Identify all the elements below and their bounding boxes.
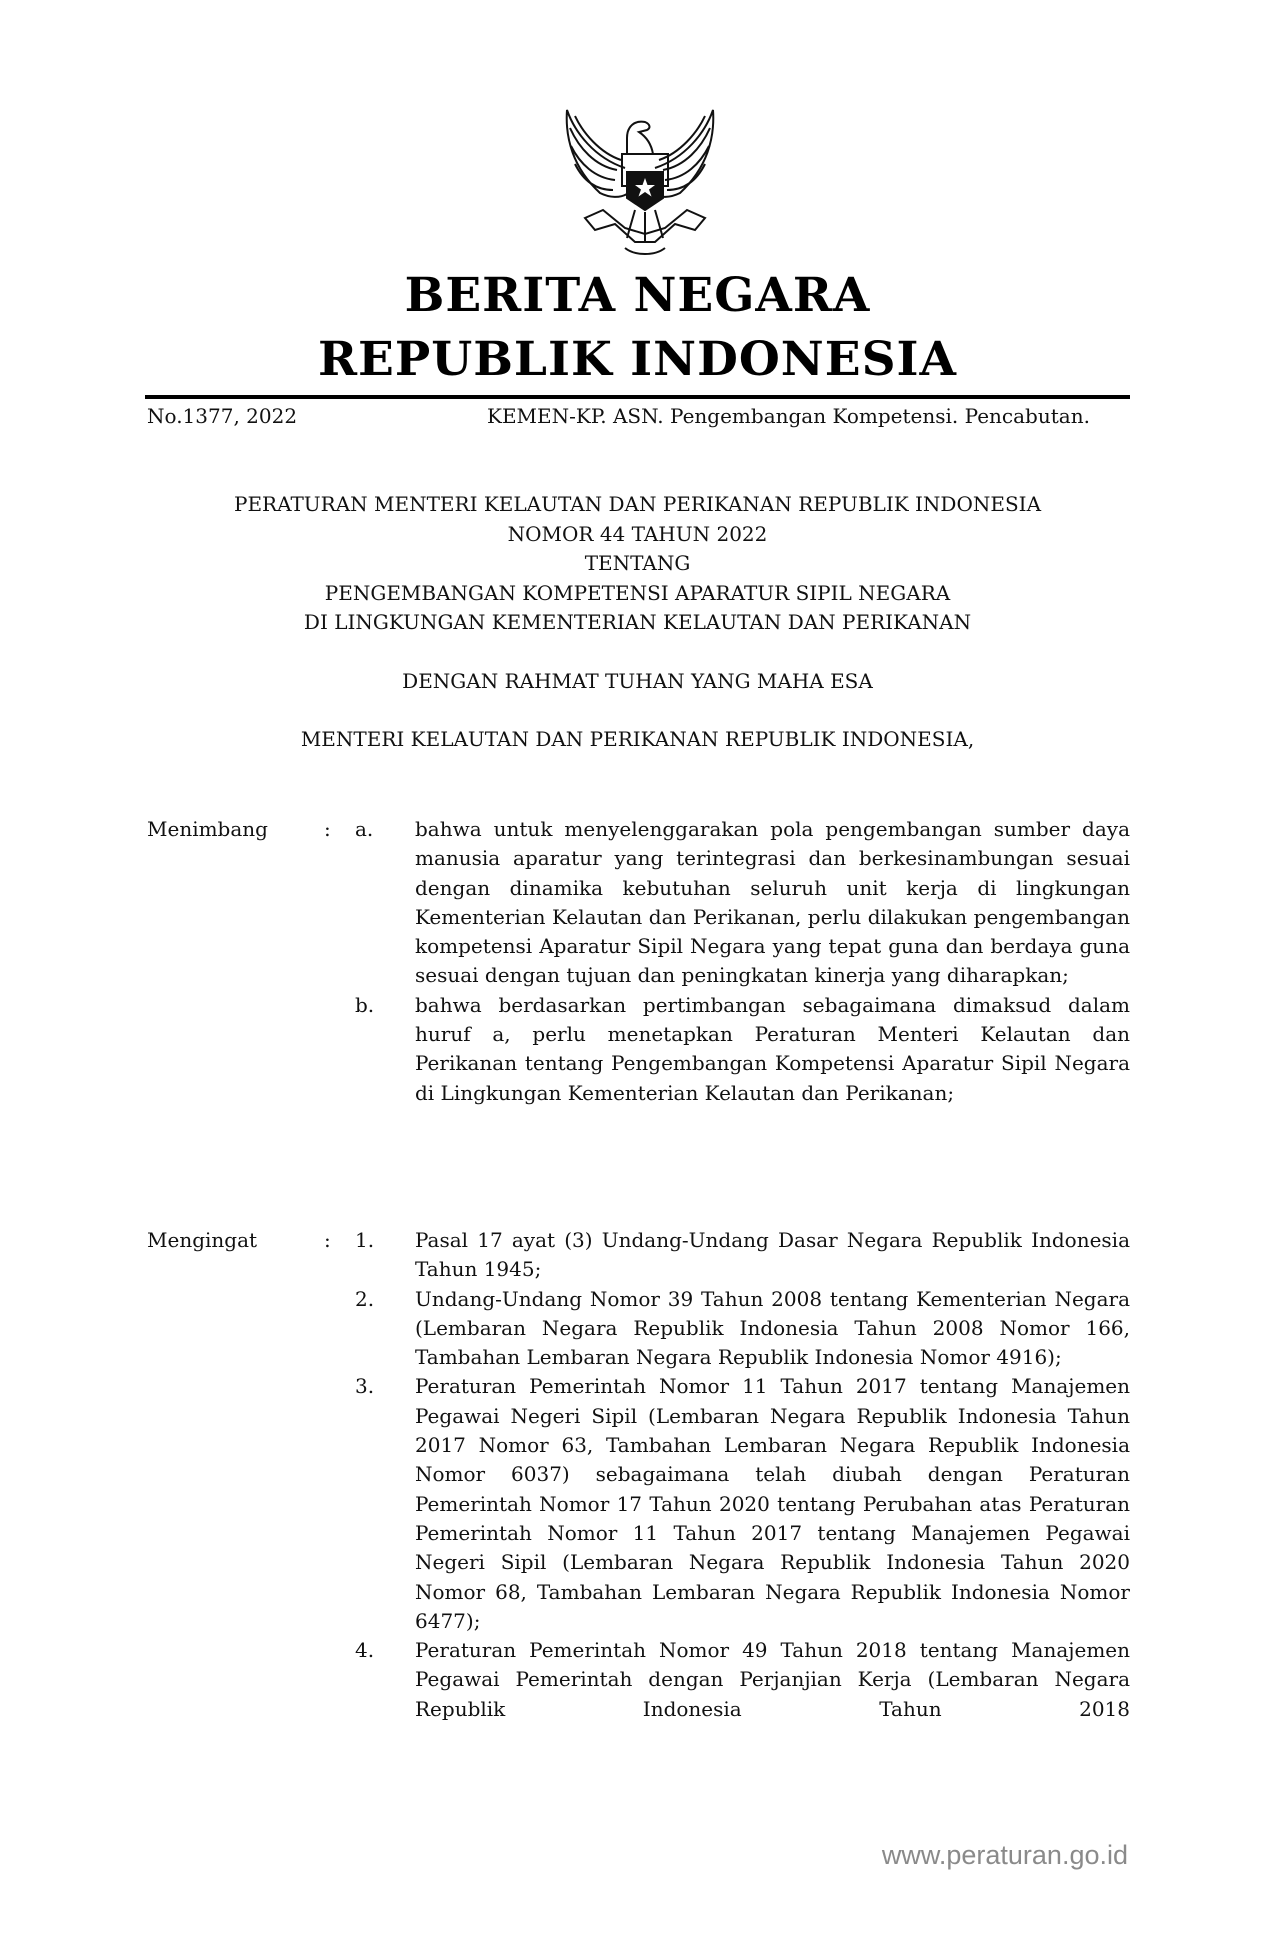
item-marker: b. [355,992,375,1017]
title-line: NOMOR 44 TAHUN 2022 [507,521,768,546]
mengingat-section [147,1226,1130,1724]
item-text: bahwa berdasarkan pertimbangan sebagaimana dimaksud dalam huruf a, perlu menetapkan Peraturan Menteri Kelautan dan Perikanan tentang Pengembangan Kompetensi Aparatur Sipil Negara di Lingkungan Kementerian Kelautan dan Perikanan; [415,992,1130,1105]
consideration-item [147,991,1130,1108]
item-text: bahwa untuk menyelenggarakan pola pengembangan sumber daya manusia aparatur yang terintegrasi dan berkesinambungan sesuai dengan dinamika kebutuhan seluruh unit kerja di lingkungan Kementerian Kelautan dan Perikanan, perlu dilakukan pengembangan kompetensi Aparatur Sipil Negara yang tepat guna dan berdaya guna sesuai dengan tujuan dan peningkatan kinerja yang diharapkan; [415,817,1130,988]
item-text: Peraturan Pemerintah Nomor 11 Tahun 2017 tentang Manajemen Pegawai Negeri Sipil (Lembaran Negara Republik Indonesia Tahun 2017 Nomor 63, Tambahan Lembaran Negara Republik Indonesia Nomor 6037) sebagaimana telah diubah dengan Peraturan Pemerintah Nomor 17 Tahun 2020 tentang Perubahan atas Peraturan Pemerintah Nomor 11 Tahun 2017 tentang Manajemen Pegawai Negeri Sipil (Lembaran Negara Republik Indonesia Tahun 2020 Nomor 68, Tambahan Lembaran Negara Republik Indonesia Nomor 6477); [415,1374,1130,1633]
title-line: DI LINGKUNGAN KEMENTERIAN KELAUTAN DAN PERIKANAN [303,610,972,634]
section-label: Mengingat [147,1228,258,1252]
item-text: Pasal 17 ayat (3) Undang-Undang Dasar Negara Republik Indonesia Tahun 1945; [415,1228,1130,1282]
regulation-title [145,490,1130,755]
source-url-link[interactable]: www.peraturan.go.id [881,1840,1128,1870]
issue-subject: KEMEN-KP. ASN. Pengembangan Kompetensi. Pencabutan. [487,404,1090,428]
garuda-emblem-icon [555,98,725,258]
item-marker: 3. [355,1374,375,1399]
issue-number: No.1377, 2022 [147,404,298,428]
item-text: Peraturan Pemerintah Nomor 49 Tahun 2018 tentang Manajemen Pegawai Pemerintah dengan Perjanjian Kerja (Lembaran Negara Republik Indonesia Tahun 2018 [415,1638,1130,1721]
section-label: Menimbang [147,817,268,841]
item-marker: 1. [355,1228,375,1252]
consideration-item [147,815,1130,991]
title-line: TENTANG [584,551,691,575]
section-colon: : [324,1228,331,1252]
authority: MENTERI KELAUTAN DAN PERIKANAN REPUBLIK INDONESIA, [300,727,975,751]
title-line: PERATURAN MENTERI KELAUTAN DAN PERIKANAN REPUBLIK INDONESIA [233,492,1042,516]
item-marker: a. [355,817,374,841]
section-colon: : [324,817,331,841]
item-marker: 4. [355,1638,375,1663]
legal-basis-item [147,1226,1130,1285]
masthead-subtitle: REPUBLIK INDONESIA [317,332,957,387]
invocation: DENGAN RAHMAT TUHAN YANG MAHA ESA [402,668,873,693]
legal-basis-item [147,1372,1130,1636]
item-marker: 2. [355,1286,375,1311]
title-line: PENGEMBANGAN KOMPETENSI APARATUR SIPIL NEGARA [324,580,951,605]
legal-basis-item [147,1636,1130,1724]
legal-basis-item [147,1285,1130,1373]
masthead-title: BERITA NEGARA [404,268,871,323]
masthead-divider [145,395,1130,399]
item-text: Undang-Undang Nomor 39 Tahun 2008 tentang Kementerian Negara (Lembaran Negara Republik Indonesia Tahun 2008 Nomor 166, Tambahan Lembaran Negara Republik Indonesia Nomor 4916); [415,1286,1130,1370]
menimbang-section [147,815,1130,1108]
